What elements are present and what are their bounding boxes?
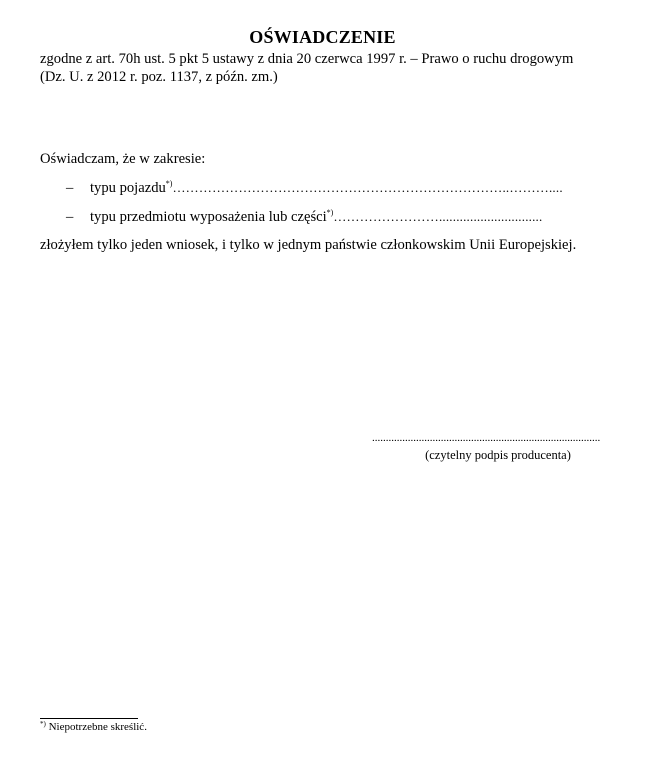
vehicle-type-fill-line: …………………………………………………………………..……….... xyxy=(172,180,563,195)
list-dash: – xyxy=(66,209,74,225)
footnote-marker: *) xyxy=(165,179,173,188)
footnote-text: Niepotrzebne skreślić. xyxy=(45,721,147,733)
declaration-statement: złożyłem tylko jeden wniosek, i tylko w jednym państwie członkowskim Unii Europejskiej. xyxy=(40,237,577,253)
legal-basis-line-1: zgodne z art. 70h ust. 5 pkt 5 ustawy z dnia 20 czerwca 1997 r. – Prawo o ruchu drogowym xyxy=(40,51,574,67)
vehicle-type-label: typu pojazdu xyxy=(90,180,166,196)
list-item-vehicle-type xyxy=(66,179,563,197)
signature-line: ................................................................................... xyxy=(372,432,601,444)
footnote-divider xyxy=(40,718,138,719)
footnote xyxy=(40,720,147,733)
legal-basis xyxy=(40,50,640,86)
equipment-type-label: typu przedmiotu wyposażenia lub części xyxy=(90,209,327,225)
legal-basis-line-2: (Dz. U. z 2012 r. poz. 1137, z późn. zm.) xyxy=(40,69,278,85)
signature-label: (czytelny podpis producenta) xyxy=(425,448,571,462)
list-item-equipment-type xyxy=(66,208,542,226)
document-title: OŚWIADCZENIE xyxy=(249,27,396,47)
footnote-marker: *) xyxy=(326,208,334,217)
list-dash: – xyxy=(66,180,74,196)
declaration-intro: Oświadczam, że w zakresie: xyxy=(40,151,206,167)
equipment-type-fill-line: …………………….............................. xyxy=(333,209,543,224)
footnote-marker: *) xyxy=(40,720,46,728)
